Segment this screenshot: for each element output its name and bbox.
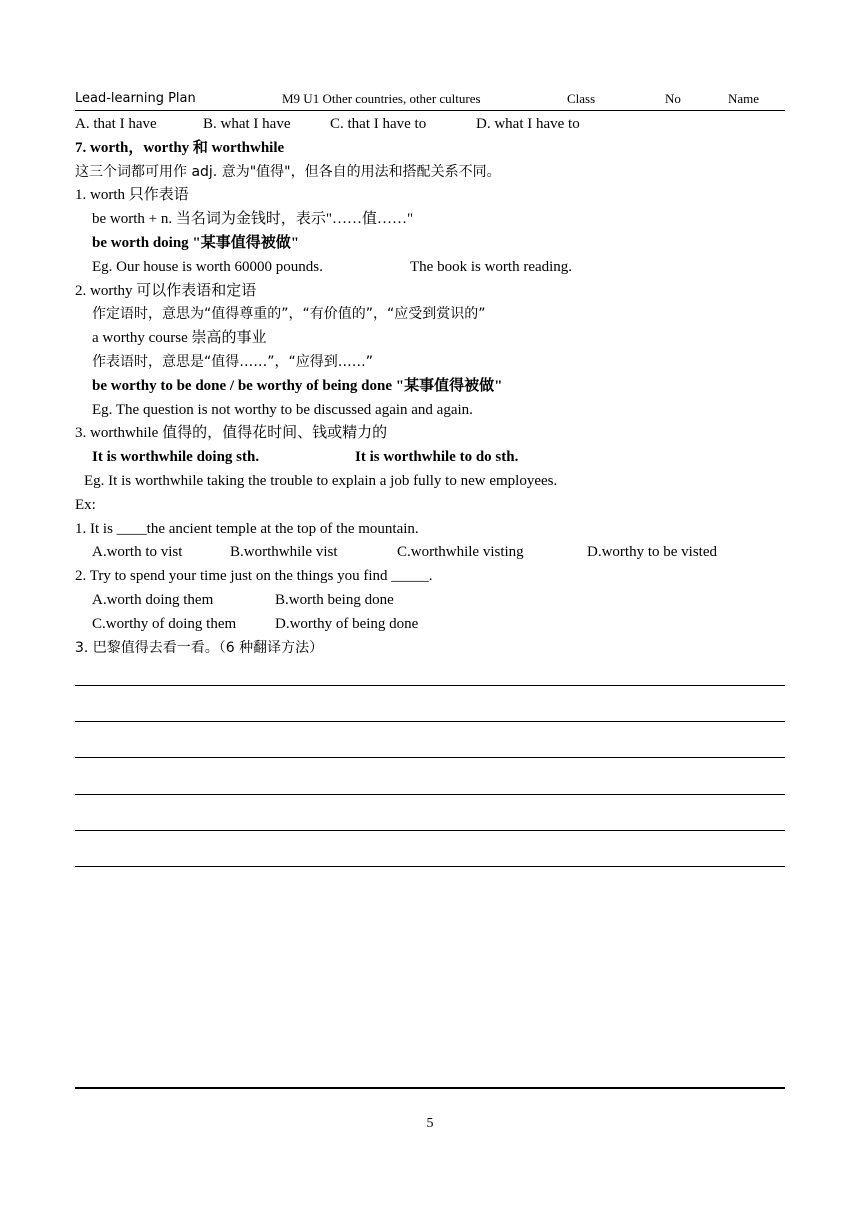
option-a: A. that I have: [75, 116, 157, 132]
q1-option-a: A.worth to vist: [92, 544, 183, 561]
document-body: [75, 113, 795, 660]
worthwhile-title: 3. worthwhile 值得的，值得花时间、钱或精力的: [75, 425, 388, 442]
question-2-options-row-1: [75, 589, 795, 613]
worthy-predicative: 作表语时，意思是“值得……”，“应得到……”: [92, 353, 374, 370]
worth-usage: be worth + n. 当名词为金钱时，表示"……值……": [92, 211, 414, 228]
q2-option-b: B.worth being done: [275, 591, 394, 608]
question-1-options: [75, 541, 795, 565]
q1-option-c: C.worthwhile visting: [397, 544, 524, 561]
question-2: 2. Try to spend your time just on the things you find _____.: [75, 568, 433, 585]
header-name-label: Name: [728, 91, 760, 106]
answer-line-1[interactable]: [75, 685, 785, 686]
question-3: 3. 巴黎值得去看一看。（6 种翻译方法）: [75, 639, 324, 656]
worthwhile-example: Eg. It is worthwhile taking the trouble to explain a job fully to new employees.: [84, 472, 558, 489]
worthy-attributive: 作定语时，意思为“值得尊重的”，“有价值的”，“应受到赏识的”: [92, 306, 486, 323]
worth-examples-row: [75, 256, 795, 280]
answer-line-6[interactable]: [75, 866, 785, 867]
answer-line-3[interactable]: [75, 757, 785, 758]
answer-line-2[interactable]: [75, 721, 785, 722]
header-plan-title: Lead-learning Plan: [75, 91, 196, 106]
header-class-label: Class: [567, 91, 596, 106]
worth-title: 1. worth 只作表语: [75, 187, 189, 204]
previous-options-row: [75, 113, 795, 137]
worth-doing-pattern: be worth doing "某事值得被做": [92, 234, 300, 251]
q1-option-d: D.worthy to be visted: [587, 544, 717, 561]
option-c: C. that I have to: [330, 116, 427, 132]
q2-option-a: A.worth doing them: [92, 591, 214, 608]
page-header: [75, 88, 785, 111]
q2-option-d: D.worthy of being done: [275, 615, 419, 632]
worthy-example: Eg. The question is not worthy to be discussed again and again.: [92, 401, 473, 418]
worth-example-1: Eg. Our house is worth 60000 pounds.: [92, 258, 323, 275]
q1-option-b: B.worthwhile vist: [230, 544, 338, 561]
intro-text: 这三个词都可用作 adj. 意为"值得"，但各自的用法和搭配关系不同。: [75, 163, 501, 180]
option-b: B. what I have: [203, 116, 291, 132]
worthwhile-pattern-2: It is worthwhile to do sth.: [355, 449, 519, 466]
worthy-course: a worthy course 崇高的事业: [92, 330, 267, 347]
header-unit: M9 U1 Other countries, other cultures: [282, 91, 481, 106]
worthy-pattern: be worthy to be done / be worthy of being done "某事值得被做": [92, 377, 503, 394]
page-number: 5: [426, 1116, 434, 1131]
exercise-label: Ex:: [75, 496, 96, 513]
option-d: D. what I have to: [476, 116, 580, 132]
question-1: 1. It is ____the ancient temple at the top of the mountain.: [75, 520, 419, 537]
header-no-label: No: [665, 91, 681, 106]
q2-option-c: C.worthy of doing them: [92, 615, 237, 632]
answer-line-4[interactable]: [75, 794, 785, 795]
worth-example-2: The book is worth reading.: [410, 258, 573, 275]
section-heading: 7. worth，worthy 和 worthwhile: [75, 139, 285, 156]
footer-rule: [75, 1087, 785, 1089]
worthwhile-patterns-row: [75, 446, 795, 470]
worthwhile-pattern-1: It is worthwhile doing sth.: [92, 449, 260, 466]
worthy-title: 2. worthy 可以作表语和定语: [75, 282, 257, 299]
question-2-options-row-2: [75, 613, 795, 637]
answer-line-5[interactable]: [75, 830, 785, 831]
